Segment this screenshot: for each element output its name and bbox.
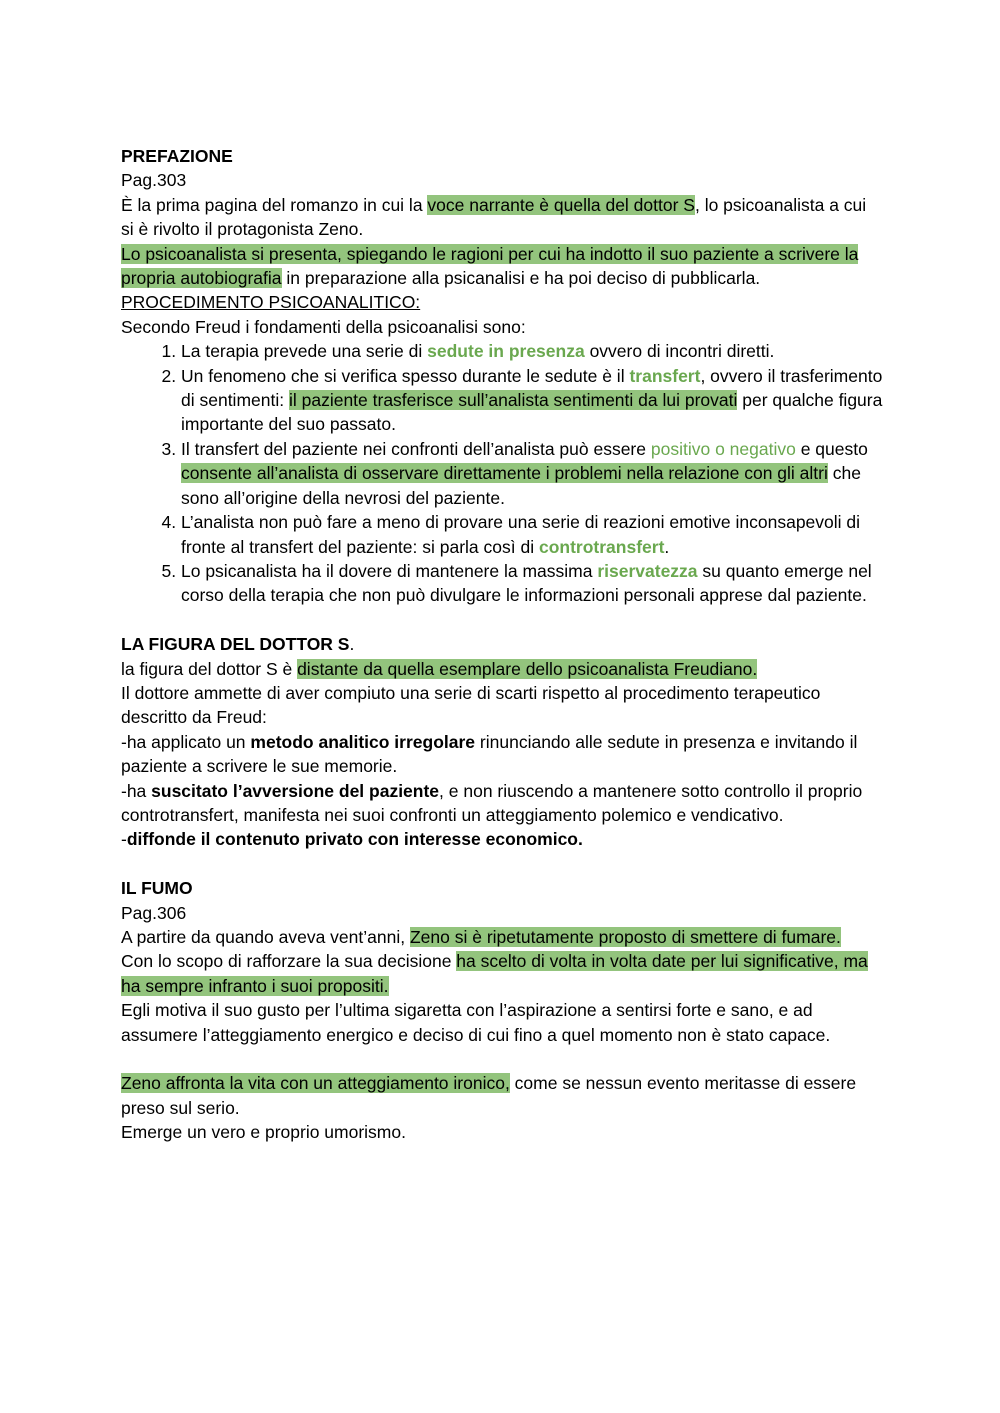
highlight: ha scelto di volta in volta date per lui significative, ma ha sempre infranto i suoi propositi. — [121, 951, 868, 996]
document-page — [121, 144, 883, 1145]
section-heading-prefazione: PREFAZIONE — [121, 146, 233, 166]
green-keyword: sedute in presenza — [427, 341, 585, 362]
highlight: Zeno affronta la vita con un atteggiamento ironico, — [121, 1073, 510, 1094]
numbered-list — [121, 339, 883, 607]
green-keyword: transfert — [629, 365, 701, 386]
list-item: 3. Il transfert del paziente nei confronti dell’analista può essere positivo o negativo e questo consente all’analista di osservare direttamente i problemi nella relazione con gli altri che sono all’origine della nevrosi del paziente. — [181, 437, 883, 510]
section-heading-figura: LA FIGURA DEL DOTTOR S. — [121, 634, 355, 655]
spacer — [121, 1047, 883, 1071]
paragraph: Emerge un vero e proprio umorismo. — [121, 1122, 406, 1143]
paragraph: Lo psicoanalista si presenta, spiegando le ragioni per cui ha indotto il suo paziente a scrivere la propria autobiografia in preparazione alla psicanalisi e ha poi deciso di pubblicarla. — [121, 243, 859, 289]
green-keyword: controtransfert — [538, 536, 665, 557]
page-reference: Pag.306 — [121, 902, 187, 923]
highlight: il paziente trasferisce sull’analista sentimenti da lui provati — [288, 390, 738, 411]
highlight: voce narrante è quella del dottor S — [427, 194, 695, 215]
paragraph: la figura del dottor S è distante da quella esemplare dello psicoanalista Freudiano. — [121, 658, 758, 679]
paragraph: Egli motiva il suo gusto per l’ultima sigaretta con l’aspirazione a sentirsi forte e sano, e ad assumere l’atteggiamento energico e deciso di cui fino a quel momento non è stato capace. — [121, 1000, 831, 1045]
green-keyword: riservatezza — [597, 560, 698, 581]
section-heading-fumo: IL FUMO — [121, 878, 193, 899]
list-item: 2. Un fenomeno che si verifica spesso durante le sedute è il transfert, ovvero il trasferimento di sentimenti: il paziente trasferisce sull’analista sentimenti da lui provati per qualche figura importante del suo passato. — [181, 364, 883, 437]
highlight: consente all’analista di osservare direttamente i problemi nella relazione con gli altri — [181, 463, 828, 484]
highlight: Lo psicoanalista si presenta, spiegando le ragioni per cui ha indotto il suo paziente a scrivere la propria autobiografia — [121, 243, 859, 289]
green-keyword: positivo o negativo — [650, 438, 796, 459]
paragraph: -diffonde il contenuto privato con interesse economico. — [121, 829, 583, 850]
list-item: 4. L’analista non può fare a meno di provare una serie di reazioni emotive inconsapevoli di fronte al transfert del paziente: si parla così di controtransfert. — [181, 510, 883, 559]
list-item: 5. Lo psicanalista ha il dovere di mantenere la massima riservatezza su quanto emerge nel corso della terapia che non può divulgare le informazioni personali apprese dal paziente. — [181, 559, 883, 608]
paragraph: -ha suscitato l’avversione del paziente, e non riuscendo a mantenere sotto controllo il proprio controtransfert, manifesta nei suoi confronti un atteggiamento polemico e vendicativo. — [121, 780, 863, 825]
highlight: Zeno si è ripetutamente proposto di smettere di fumare. — [409, 926, 841, 947]
paragraph: A partire da quando aveva vent’anni, Zeno si è ripetutamente proposto di smettere di fumare. — [121, 926, 841, 947]
paragraph: -ha applicato un metodo analitico irregolare rinunciando alle sedute in presenza e invitando il paziente a scrivere le sue memorie. — [121, 731, 858, 777]
page-reference: Pag.303 — [121, 170, 187, 191]
spacer — [121, 608, 883, 632]
list-item: 1. La terapia prevede una serie di sedute in presenza ovvero di incontri diretti. — [181, 339, 883, 363]
paragraph: Con lo scopo di rafforzare la sua decisione ha scelto di volta in volta date per lui significative, ma ha sempre infranto i suoi propositi. — [121, 951, 868, 996]
highlight: distante da quella esemplare dello psicoanalista Freudiano. — [297, 658, 758, 679]
paragraph: Secondo Freud i fondamenti della psicoanalisi sono: — [121, 316, 526, 337]
spacer — [121, 852, 883, 876]
paragraph: Il dottore ammette di aver compiuto una serie di scarti rispetto al procedimento terapeutico descritto da Freud: — [121, 682, 821, 728]
paragraph: È la prima pagina del romanzo in cui la voce narrante è quella del dottor S, lo psicoanalista a cui si è rivolto il protagonista Zeno. — [121, 194, 867, 240]
paragraph: Zeno affronta la vita con un atteggiamento ironico, come se nessun evento meritasse di essere preso sul serio. — [121, 1073, 857, 1118]
subheading-procedimento: PROCEDIMENTO PSICOANALITICO: — [121, 292, 421, 313]
